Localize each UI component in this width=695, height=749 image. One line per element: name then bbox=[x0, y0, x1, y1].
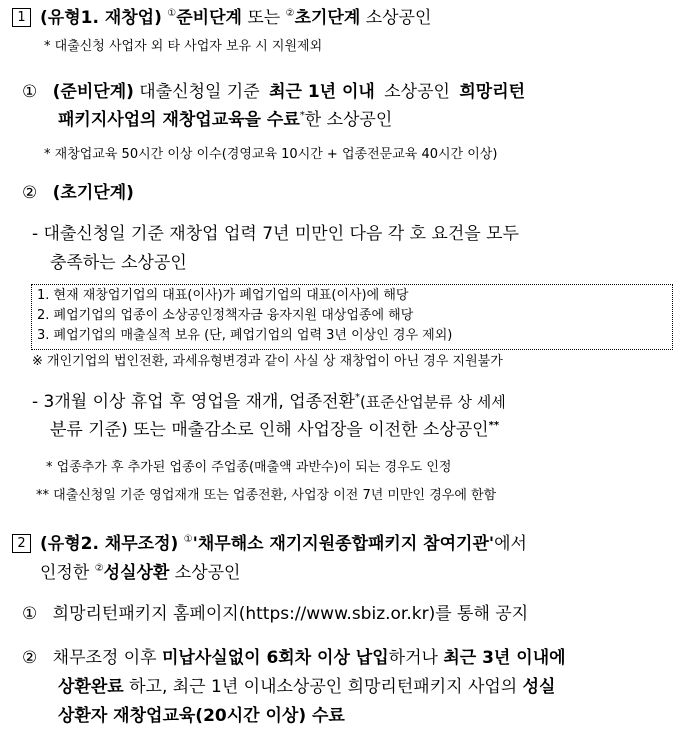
section-number-box: 1 bbox=[12, 8, 31, 27]
initial-stage-note-2: ** 대출신청일 기준 영업재개 또는 업종전환, 사업장 이전 7년 미만인 경우에 한함 bbox=[36, 488, 497, 503]
prep-stage-line2: 패키지사업의 재창업교육을 수료*한 소상공인 bbox=[58, 110, 393, 130]
initial-stage-heading: ② (초기단계) bbox=[22, 183, 134, 203]
type1-heading: 1 (유형1. 재창업) ①준비단계 또는 ②초기단계 소상공인 bbox=[12, 6, 431, 30]
type2-heading-line2: 인정한 ②성실상환 소상공인 bbox=[40, 563, 241, 583]
requirement-item-2: 2. 폐업기업의 업종이 소상공인정책자금 융자지원 대상업종에 해당 bbox=[37, 308, 414, 323]
section-number-box: 2 bbox=[12, 534, 31, 553]
type1-exclusion-note: * 대출신청 사업자 외 타 사업자 보유 시 지원제외 bbox=[44, 39, 323, 54]
initial-stage-alt-line2: 분류 기준) 또는 매출감소로 인해 사업장을 이전한 소상공인** bbox=[50, 420, 500, 440]
type2-heading-label: (유형2. 채무조정) bbox=[40, 534, 179, 554]
faithful-repayment-term: 성실상환 bbox=[103, 563, 170, 583]
initial-stage-alt-line1: - 3개월 이상 휴업 후 영업을 재개, 업종전환*(표준산업분류 상 세세 bbox=[32, 392, 506, 412]
initial-stage-term: 초기단계 bbox=[294, 8, 361, 28]
requirement-item-1: 1. 현재 재창업기업의 대표(이사)가 폐업기업의 대표(이사)에 해당 bbox=[37, 288, 409, 303]
prep-stage-term: 준비단계 bbox=[176, 8, 242, 28]
initial-stage-criteria-line2: 충족하는 소상공인 bbox=[50, 253, 187, 273]
prep-stage-line1: ① (준비단계) 대출신청일 기준 최근 1년 이내 소상공인 희망리턴 bbox=[22, 82, 526, 102]
initial-stage-criteria-line1: - 대출신청일 기준 재창업 업력 7년 미만인 다음 각 호 요건을 모두 bbox=[32, 224, 519, 244]
requirement-item-3: 3. 폐업기업의 매출실적 보유 (단, 폐업기업의 업력 3년 이상인 경우 제외) bbox=[37, 328, 453, 343]
type2-item-2-line1: ② 채무조정 이후 미납사실없이 6회차 이상 납입하거나 최근 3년 이내에 bbox=[22, 648, 566, 668]
prep-stage-note: * 재창업교육 50시간 이상 이수(경영교육 10시간 + 업종전문교육 40시간 이상) bbox=[44, 147, 498, 162]
type2-item-2-line3: 상환자 재창업교육(20시간 이상) 수료 bbox=[58, 706, 345, 726]
reference-note: ※ 개인기업의 법인전환, 과세유형변경과 같이 사실 상 재창업이 아닌 경우 지원불가 bbox=[32, 354, 503, 369]
type2-item-1: ① 희망리턴패키지 홈페이지(https://www.sbiz.or.kr)를 통해 공지 bbox=[22, 604, 529, 624]
type2-item-2-line2: 상환완료 하고, 최근 1년 이내소상공인 희망리턴패키지 사업의 성실 bbox=[58, 677, 556, 697]
type2-heading: 2 (유형2. 채무조정) ①'채무해소 재기지원종합패키지 참여기관'에서 bbox=[12, 532, 527, 556]
initial-stage-note-1: * 업종추가 후 추가된 업종이 주업종(매출액 과반수)이 되는 경우도 인정 bbox=[46, 460, 452, 475]
type1-heading-label: (유형1. 재창업) bbox=[40, 8, 162, 28]
debt-package-term: '채무해소 재기지원종합패키지 참여기관' bbox=[192, 534, 495, 554]
